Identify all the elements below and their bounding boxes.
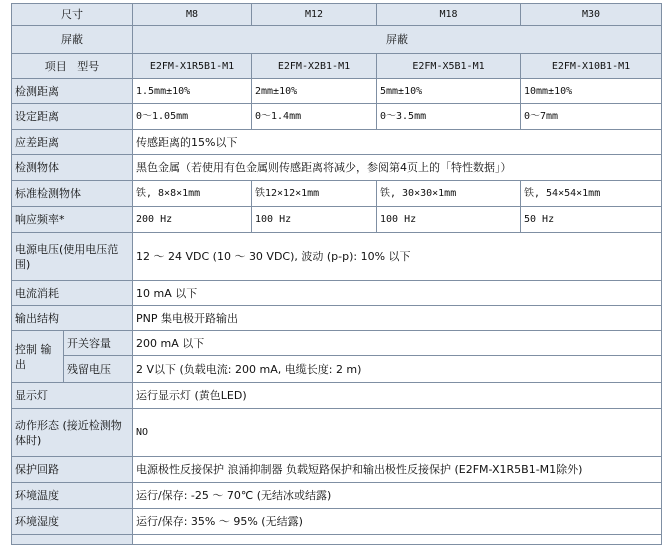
- response-freq-3: 100 Hz: [377, 207, 521, 233]
- switch-capacity-value: 200 mA 以下: [133, 331, 662, 356]
- response-freq-2: 100 Hz: [252, 207, 377, 233]
- detect-object-label: 检测物体: [12, 155, 133, 181]
- control-output-label: 控制 输出: [12, 331, 64, 383]
- shield-label: 屏蔽: [12, 26, 133, 54]
- item-label: 项目: [44, 59, 67, 73]
- power-voltage-label: 电源电压(使用电压范围): [12, 233, 133, 281]
- action-mode-value: NO: [133, 409, 662, 457]
- shield-value: 屏蔽: [133, 26, 662, 54]
- output-structure-row: [12, 306, 662, 331]
- power-voltage-row: [12, 233, 662, 281]
- standard-object-3: 铁, 30×30×1mm: [377, 181, 521, 207]
- env-humidity-label: 环境湿度: [12, 509, 133, 535]
- hysteresis-row: [12, 130, 662, 155]
- detect-distance-1: 1.5mm±10%: [133, 79, 252, 104]
- response-freq-label: 响应频率*: [12, 207, 133, 233]
- model-row: [12, 54, 662, 79]
- output-structure-value: PNP 集电极开路输出: [133, 306, 662, 331]
- indicator-label: 显示灯: [12, 383, 133, 409]
- model-4: E2FM-X10B1-M1: [521, 54, 662, 79]
- set-distance-3: 0～3.5mm: [377, 104, 521, 130]
- cutoff-row: [12, 535, 662, 545]
- detect-distance-2: 2mm±10%: [252, 79, 377, 104]
- model-2: E2FM-X2B1-M1: [252, 54, 377, 79]
- protection-label: 保护回路: [12, 457, 133, 483]
- env-temp-value: 运行/保存: -25 ～ 70℃ (无结冰或结露): [133, 483, 662, 509]
- model-label: 型号: [77, 59, 100, 73]
- item-model-label: [12, 54, 133, 79]
- protection-row: [12, 457, 662, 483]
- switch-capacity-row: [12, 331, 662, 356]
- model-3: E2FM-X5B1-M1: [377, 54, 521, 79]
- set-distance-1: 0～1.05mm: [133, 104, 252, 130]
- switch-capacity-label: 开关容量: [64, 331, 133, 356]
- cutoff-label: [12, 535, 133, 545]
- detect-distance-label: 检测距离: [12, 79, 133, 104]
- protection-value: 电源极性反接保护 浪涌抑制器 负载短路保护和输出极性反接保护 (E2FM-X1R5B1-M1除外): [133, 457, 662, 483]
- env-humidity-row: [12, 509, 662, 535]
- cutoff-value: [133, 535, 662, 545]
- set-distance-2: 0～1.4mm: [252, 104, 377, 130]
- standard-object-1: 铁, 8×8×1mm: [133, 181, 252, 207]
- size-m8: M8: [133, 4, 252, 26]
- set-distance-4: 0～7mm: [521, 104, 662, 130]
- indicator-value: 运行显示灯 (黄色LED): [133, 383, 662, 409]
- detect-distance-3: 5mm±10%: [377, 79, 521, 104]
- standard-object-2: 铁12×12×1mm: [252, 181, 377, 207]
- standard-object-4: 铁, 54×54×1mm: [521, 181, 662, 207]
- action-mode-row: [12, 409, 662, 457]
- standard-object-row: [12, 181, 662, 207]
- env-temp-row: [12, 483, 662, 509]
- current-label: 电流消耗: [12, 281, 133, 306]
- indicator-row: [12, 383, 662, 409]
- model-1: E2FM-X1R5B1-M1: [133, 54, 252, 79]
- current-row: [12, 281, 662, 306]
- response-freq-4: 50 Hz: [521, 207, 662, 233]
- action-mode-label: 动作形态 (接近检测物体时): [12, 409, 133, 457]
- size-row: [12, 4, 662, 26]
- detect-object-row: [12, 155, 662, 181]
- current-value: 10 mA 以下: [133, 281, 662, 306]
- detect-object-value: 黑色金属（若使用有色金属则传感距离将减少，参阅第4页上的「特性数据」）: [133, 155, 662, 181]
- env-humidity-value: 运行/保存: 35% ～ 95% (无结露): [133, 509, 662, 535]
- residual-voltage-row: [12, 356, 662, 383]
- response-freq-1: 200 Hz: [133, 207, 252, 233]
- detect-distance-4: 10mm±10%: [521, 79, 662, 104]
- hysteresis-label: 应差距离: [12, 130, 133, 155]
- power-voltage-value: 12 ～ 24 VDC (10 ～ 30 VDC), 波动 (p-p): 10% 以下: [133, 233, 662, 281]
- output-structure-label: 输出结构: [12, 306, 133, 331]
- env-temp-label: 环境温度: [12, 483, 133, 509]
- size-m18: M18: [377, 4, 521, 26]
- residual-voltage-value: 2 V以下 (负载电流: 200 mA, 电缆长度: 2 m): [133, 356, 662, 383]
- size-label: 尺寸: [12, 4, 133, 26]
- spec-table: [11, 3, 662, 545]
- size-m30: M30: [521, 4, 662, 26]
- set-distance-row: [12, 104, 662, 130]
- set-distance-label: 设定距离: [12, 104, 133, 130]
- standard-object-label: 标准检测物体: [12, 181, 133, 207]
- response-freq-row: [12, 207, 662, 233]
- shield-row: [12, 26, 662, 54]
- size-m12: M12: [252, 4, 377, 26]
- detect-distance-row: [12, 79, 662, 104]
- residual-voltage-label: 残留电压: [64, 356, 133, 383]
- hysteresis-value: 传感距离的15%以下: [133, 130, 662, 155]
